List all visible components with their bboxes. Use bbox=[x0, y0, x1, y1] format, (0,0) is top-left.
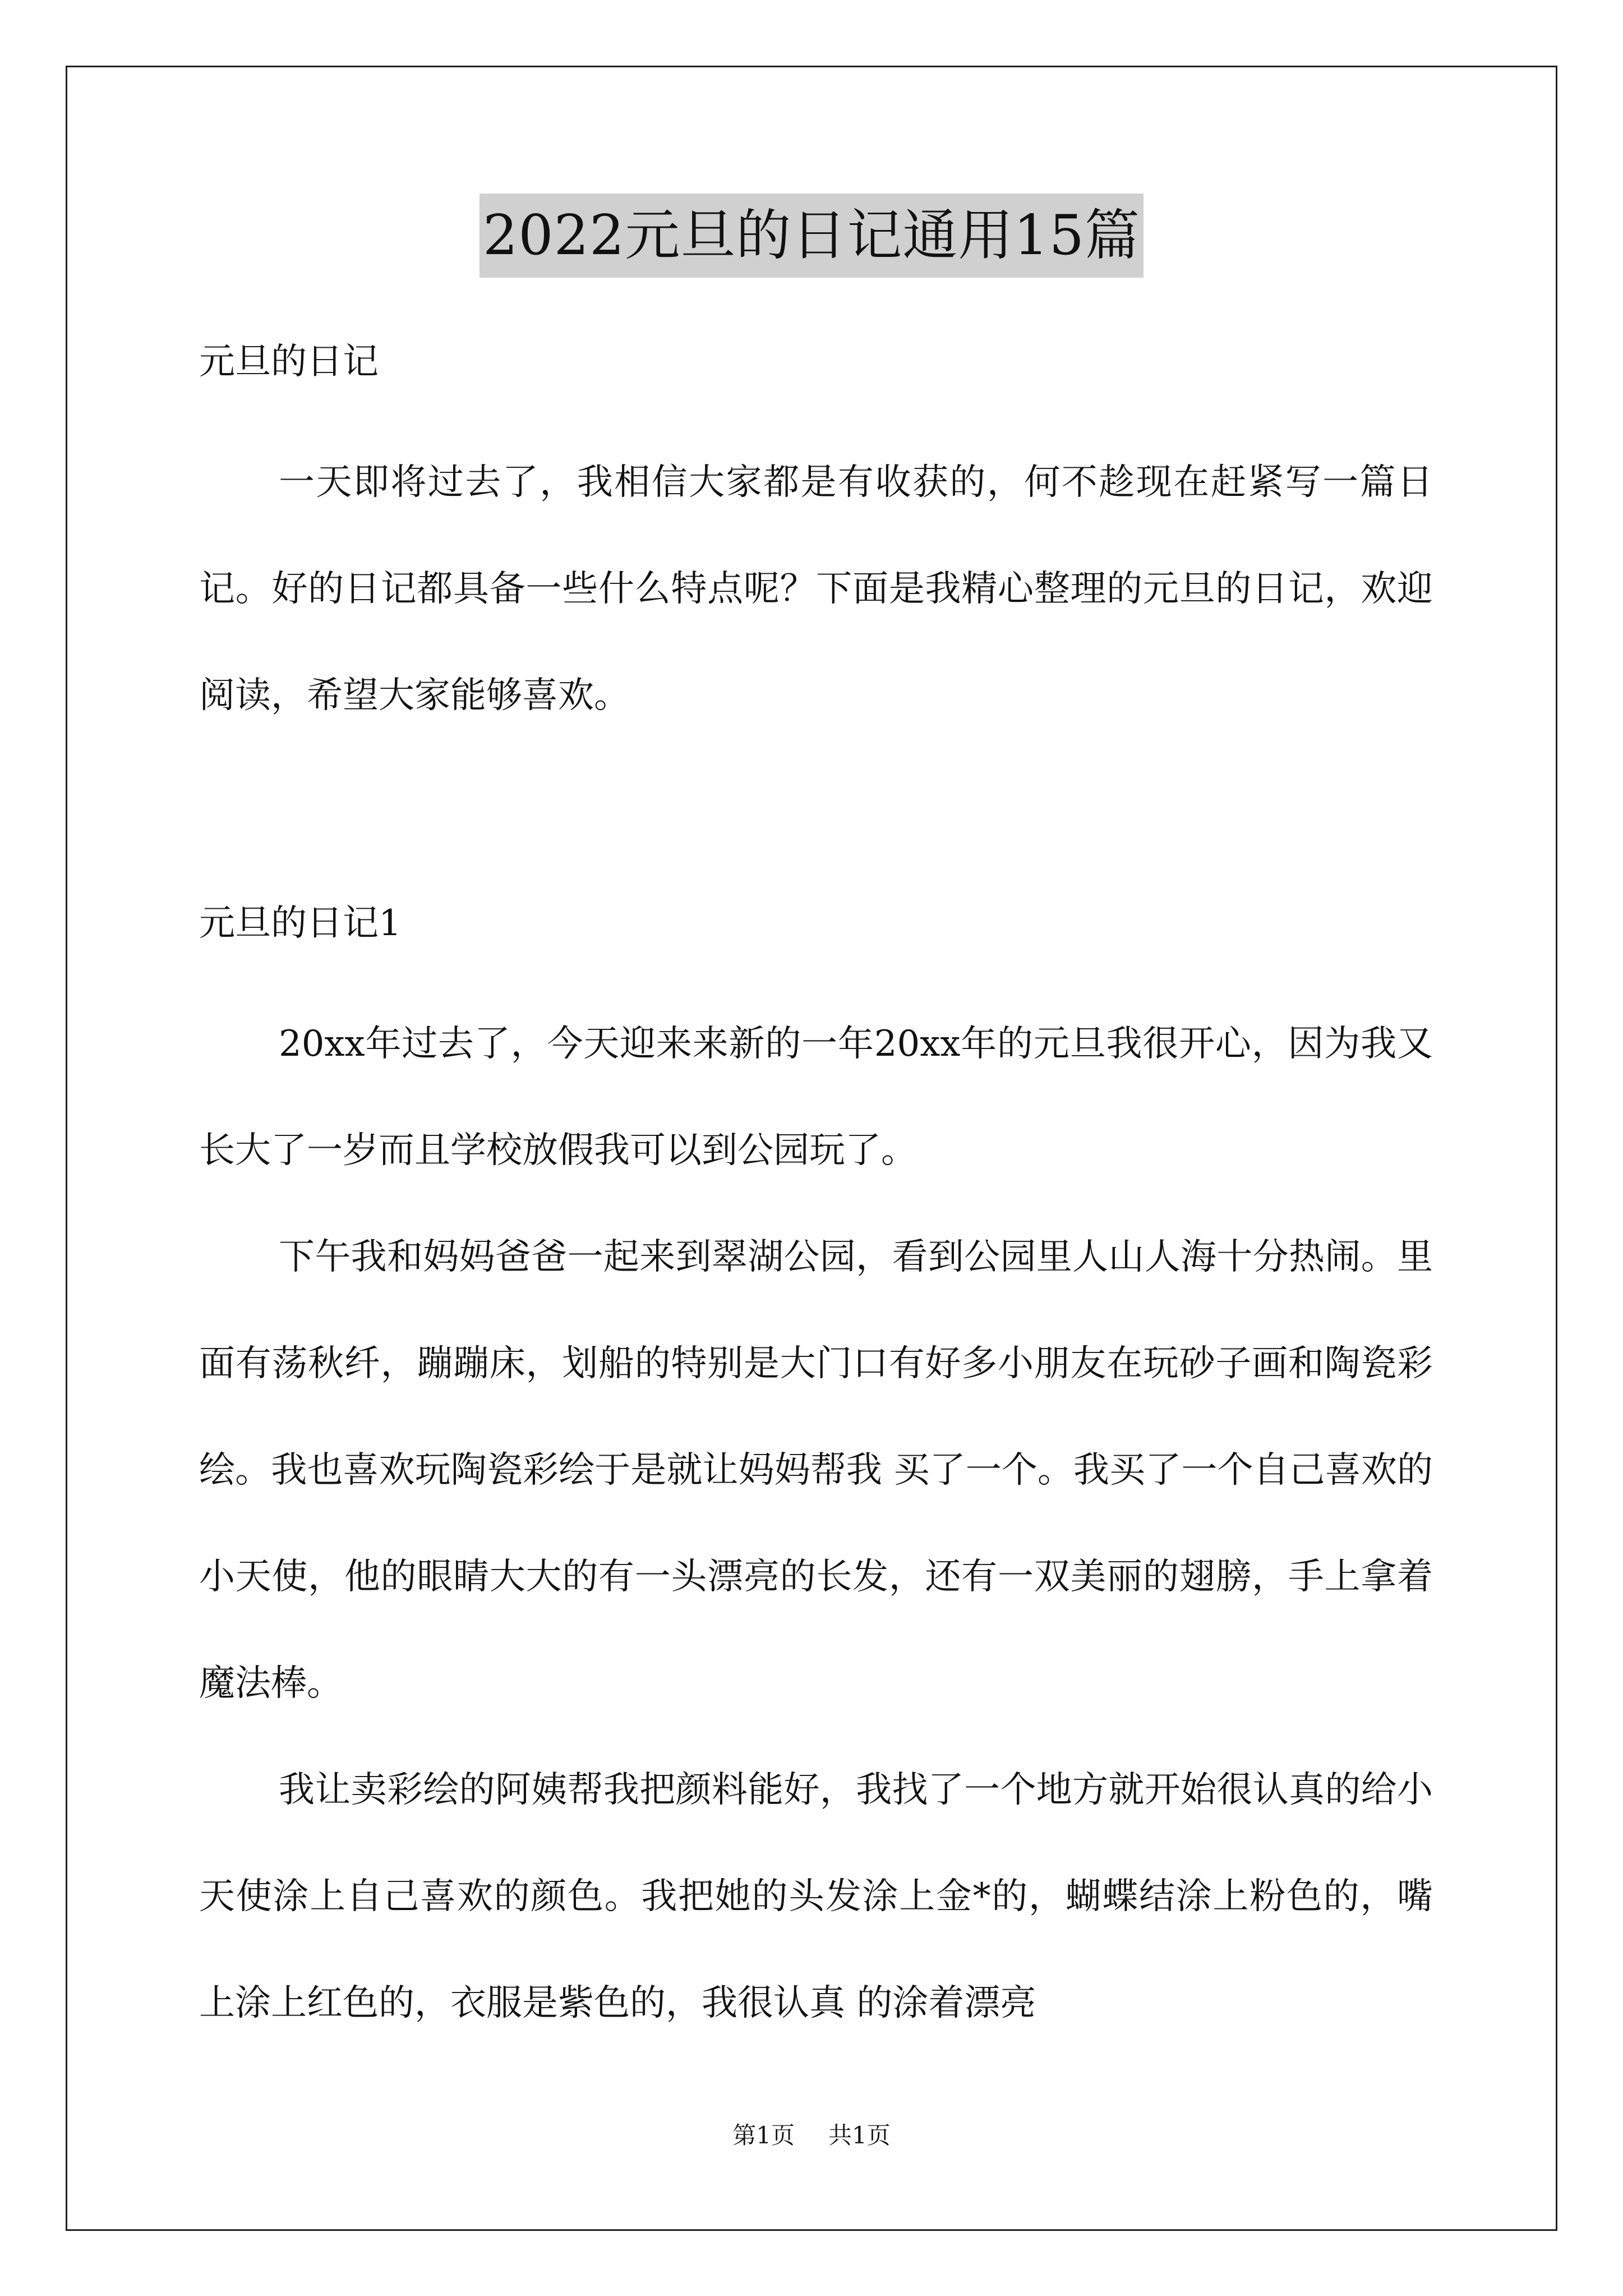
spacer bbox=[199, 749, 1433, 897]
document-body bbox=[199, 335, 1433, 2056]
body-paragraph: 下午我和妈妈爸爸一起来到翠湖公园，看到公园里人山人海十分热闹。里面有荡秋纤，蹦蹦床，划船的特别是大门口有好多小朋友在玩砂子画和陶瓷彩绘。我也喜欢玩陶瓷彩绘于是就让妈妈帮我 买了一个。我买了一个自己喜欢的小天使，他的眼睛大大的有一头漂亮的长发，还有一双美丽的翅膀，手上拿着魔法棒。 bbox=[199, 1236, 1433, 1704]
intro-heading: 元旦的日记 bbox=[199, 341, 379, 383]
body-paragraph: 我让卖彩绘的阿姨帮我把颜料能好，我找了一个地方就开始很认真的给小天使涂上自己喜欢的颜色。我把她的头发涂上金*的，蝴蝶结涂上粉色的，嘴上涂上红色的，衣服是紫色的，我很认真 的涂着漂亮 bbox=[199, 1769, 1433, 2024]
body-paragraph: 20xx年过去了，今天迎来来新的一年20xx年的元旦我很开心，因为我又长大了一岁而且学校放假我可以到公园玩了。 bbox=[199, 1023, 1433, 1171]
page-total: 共1页 bbox=[828, 2122, 891, 2149]
spacer bbox=[199, 389, 1433, 429]
intro-paragraph: 一天即将过去了，我相信大家都是有收获的，何不趁现在赶紧写一篇日记。好的日记都具备一些什么特点呢？下面是我精心整理的元旦的日记，欢迎阅读，希望大家能够喜欢。 bbox=[199, 462, 1433, 716]
document-title: 2022元旦的日记通用15篇 bbox=[479, 194, 1144, 278]
page-footer bbox=[0, 2119, 1623, 2152]
spacer bbox=[199, 950, 1433, 991]
page-number: 第1页 bbox=[732, 2122, 795, 2149]
section-heading: 元旦的日记1 bbox=[199, 903, 402, 944]
title-container bbox=[0, 194, 1623, 278]
